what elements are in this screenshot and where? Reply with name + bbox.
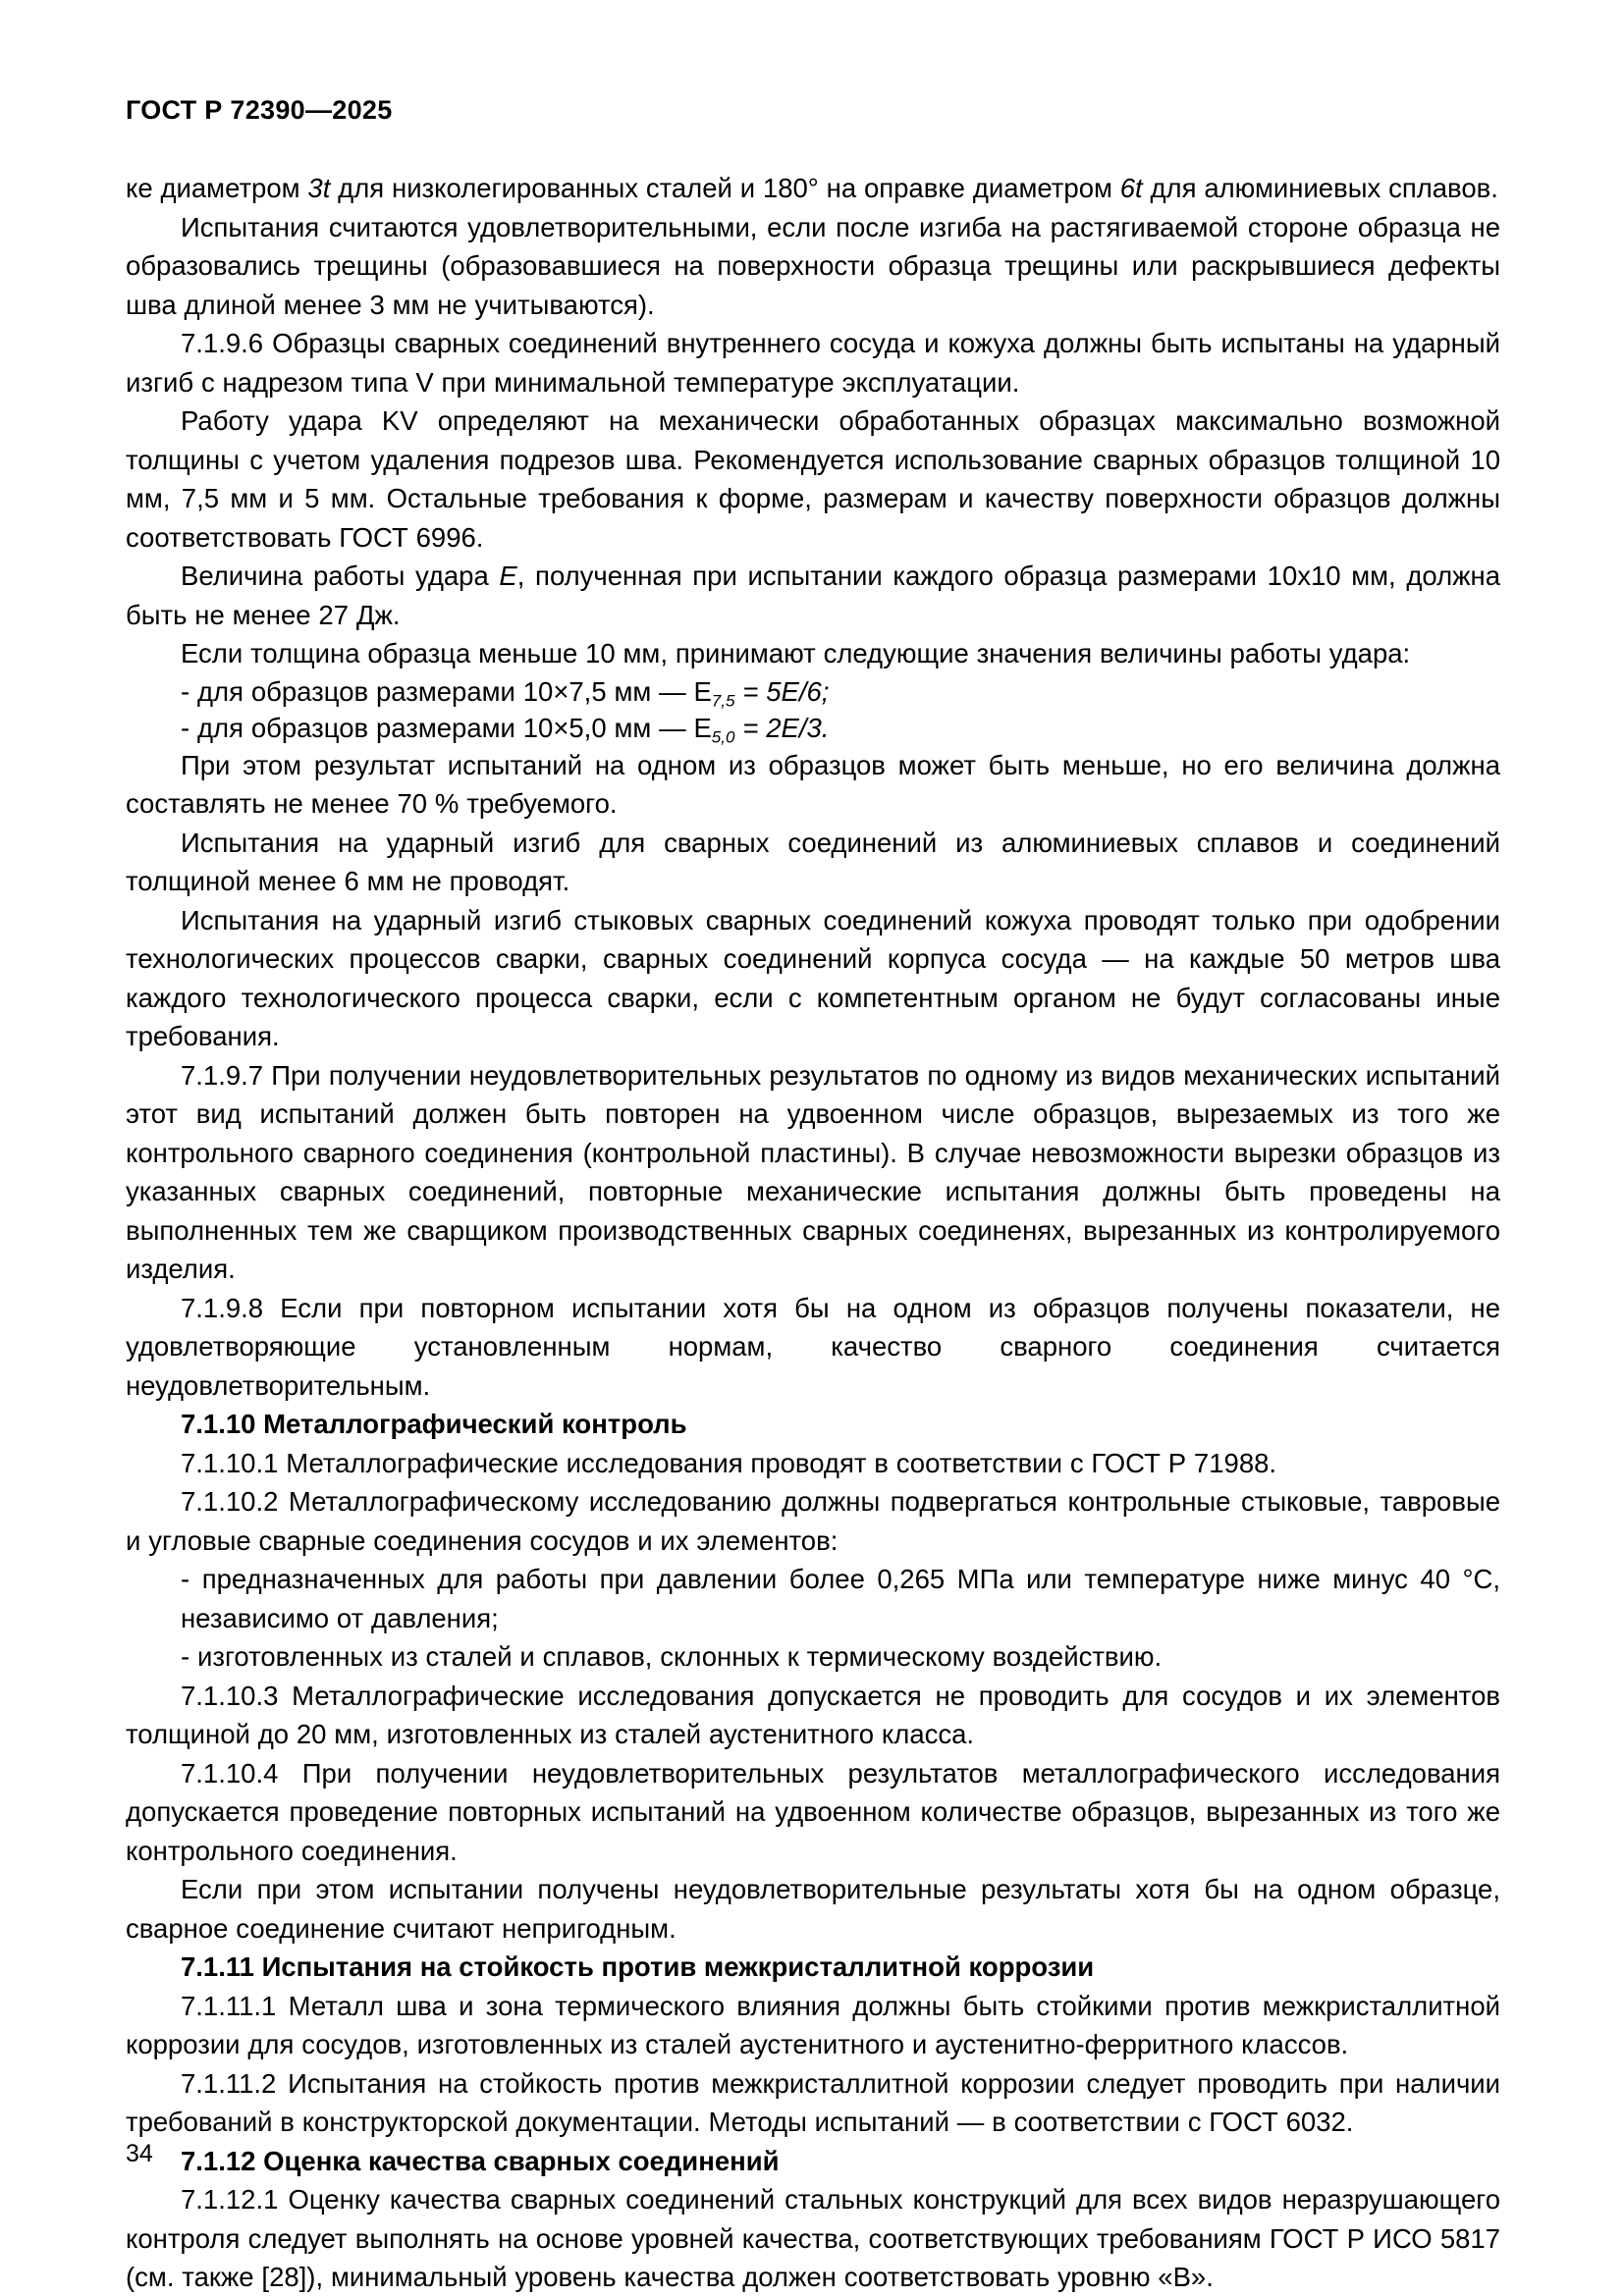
paragraph-7-1-11-1: 7.1.11.1 Металл шва и зона термического влияния должны быть стойкими против межкристаллитной коррозии для сосудов, изготовленных из сталей аустенитного и аустенитно-ферритного классов. [126,1990,1500,2060]
paragraph-continuation: ке диаметром 3t для низколегированных сталей и 180° на оправке диаметром 6t для алюминиевых сплавов. [126,173,1498,204]
list-text-after: = 2E/3. [734,712,830,743]
paragraph-one-sample-70-percent: При этом результат испытаний на одном из образцов может быть меньше, но его величина должна составлять не менее 70 % требуемого. [126,749,1500,820]
list-item-energy-7-5 [126,673,1500,710]
page-content [126,94,1500,2296]
paragraph-7-1-9-8: 7.1.9.8 Если при повторном испытании хотя бы на одном из образцов получены показатели, не удовлетворяющие установленным нормам, качество сварного соединения считается неудовлетворительным. [126,1292,1500,1401]
list-dash: - [181,675,190,707]
paragraph-unsuitable-joint: Если при этом испытании получены неудовлетворительные результаты хотя бы на одном образце, сварное соединение считают непригодным. [126,1874,1500,1944]
page-number: 34 [126,2140,153,2167]
paragraph-if-thickness-less: Если толщина образца меньше 10 мм, принимают следующие значения величины работы удара: [181,638,1411,669]
paragraph-7-1-10-4: 7.1.10.4 При получении неудовлетворительных результатов металлографического исследования допускается проведение повторных испытаний на удвоенном количестве образцов, вырезанных из того же контрольного соединения. [126,1757,1500,1866]
paragraph-7-1-10-1: 7.1.10.1 Металлографические исследования проводят в соответствии с ГОСТ Р 71988. [181,1447,1277,1478]
paragraph-7-1-9-6: 7.1.9.6 Образцы сварных соединений внутреннего сосуда и кожуха должны быть испытаны на ударный изгиб с надрезом типа V при минимальной температуре эксплуатации. [126,328,1500,398]
paragraph-7-1-10-2: 7.1.10.2 Металлографическому исследованию должны подвергаться контрольные стыковые, тавровые и угловые сварные соединения сосудов и их элементов: [126,1486,1500,1556]
paragraph-7-1-10-3: 7.1.10.3 Металлографические исследования допускается не проводить для сосудов и их элементов толщиной до 20 мм, изготовленных из сталей аустенитного класса. [126,1680,1500,1750]
standard-header: ГОСТ Р 72390—2025 [126,95,393,125]
list-dash: - [181,1641,190,1673]
list-item-metallography-pressure [126,1560,1500,1637]
paragraph-impact-energy-value: Величина работы удара E, полученная при испытании каждого образца размерами 10x10 мм, должна быть не менее 27 Дж. [126,561,1500,630]
list-text: предназначенных для работы при давлении более 0,265 МПа или температуре ниже минус 40 °С, независимо от давления; [181,1564,1500,1633]
list-subscript: 5,0 [711,727,735,747]
list-item-energy-5-0 [126,710,1500,746]
heading-7-1-10: 7.1.10 Металлографический контроль [181,1409,687,1440]
heading-7-1-11: 7.1.11 Испытания на стойкость против межкристаллитной коррозии [181,1951,1095,1983]
list-text-after: = 5E/6; [734,675,830,707]
list-dash: - [181,1564,190,1595]
paragraph-butt-weld-impact: Испытания на ударный изгиб стыковых сварных соединений кожуха проводят только при одобрении технологических процессов сварки, сварных соединений корпуса сосуда — на каждые 50 метров шва каждого технологического процесса сварки, если с компетентным органом не будут согласованы иные требования. [126,904,1500,1052]
paragraph-7-1-12-1: 7.1.12.1 Оценку качества сварных соединений стальных конструкций для всех видов неразрушающего контроля следует выполнять на основе уровней качества, соответствующих требованиям ГОСТ Р ИСО 5817 (см. также [28]), минимальный уровень качества должен соответствовать уровню «В». [126,2184,1500,2293]
list-item-metallography-steels [126,1637,1500,1677]
paragraph-7-1-9-7: 7.1.9.7 При получении неудовлетворительных результатов по одному из видов механических испытаний этот вид испытаний должен быть повторен на удвоенном числе образцов, вырезаемых из того же контрольного сварного соединения (контрольной пластины). В случае невозможности вырезки образцов из указанных сварных соединений, повторные механические испытания должны быть проведены на выполненных тем же сварщиком производственных сварных соединенях, вырезанных из контролируемого изделия. [126,1059,1500,1285]
list-text-before: для образцов размерами 10×5,0 мм — E [197,712,712,743]
list-subscript: 7,5 [711,691,735,711]
paragraph-impact-work-kv: Работу удара KV определяют на механически обработанных образцах максимально возможной толщины с учетом удаления подрезов шва. Рекомендуется использование сварных образцов толщиной 10 мм, 7,5 мм и 5 мм. Остальные требования к форме, размерам и качеству поверхности образцов должны соответствовать ГОСТ 6996. [126,405,1500,553]
list-text-before: для образцов размерами 10×7,5 мм — E [197,675,712,707]
paragraph-7-1-11-2: 7.1.11.2 Испытания на стойкость против межкристаллитной коррозии следует проводить при наличии требований в конструкторской документации. Методы испытаний — в соответствии с ГОСТ 6032. [126,2067,1500,2138]
heading-7-1-12: 7.1.12 Оценка качества сварных соединений [181,2145,780,2176]
list-text: изготовленных из сталей и сплавов, склонных к термическому воздействию. [197,1641,1163,1673]
paragraph-aluminium-exclusion: Испытания на ударный изгиб для сварных соединений из алюминиевых сплавов и соединений толщиной менее 6 мм не проводят. [126,827,1500,897]
list-dash: - [181,712,190,743]
paragraph-bend-acceptance: Испытания считаются удовлетворительными, если после изгиба на растягиваемой стороне образца не образовались трещины (образовавшиеся на поверхности образца трещины или раскрывшиеся дефекты шва длиной менее 3 мм не учитываются). [126,211,1500,320]
